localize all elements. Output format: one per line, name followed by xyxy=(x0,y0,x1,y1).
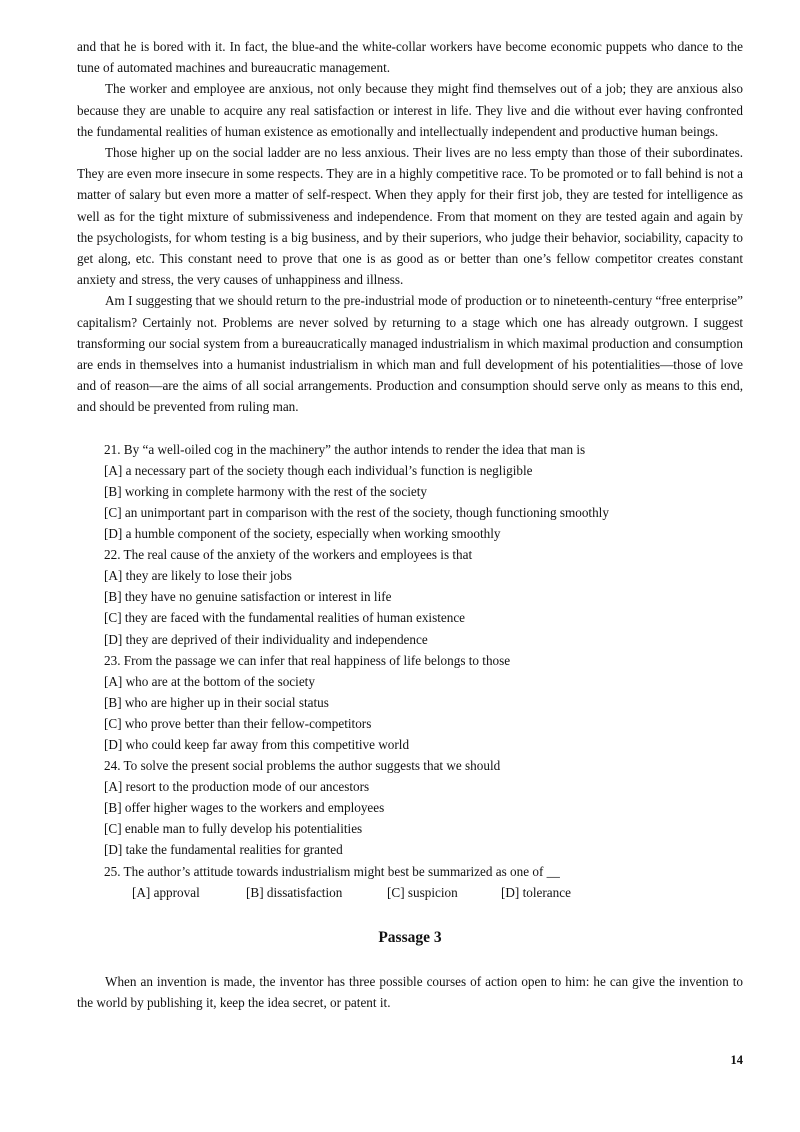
question-21-option-b: [B] working in complete harmony with the rest of the society xyxy=(104,483,428,499)
question-24-option-a: [A] resort to the production mode of our ancestors xyxy=(104,779,370,795)
question-21-option-a: [A] a necessary part of the society though each individual’s function is negligible xyxy=(104,462,533,478)
question-24-stem: 24. To solve the present social problems the author suggests that we should xyxy=(104,758,501,774)
paragraph-social-ladder: Those higher up on the social ladder are no less anxious. Their lives are no less empty than those of their subordinates. They are even more insecure in some respects. They are in a highly competitive race. To be promoted or to fall behind is not a matter of salary but even more a matter of self-respect. When they apply for their first job, they are tested for intelligence as well as for the tight mixture of submissiveness and independence. From that moment on they are tested again and again by the psychologists, for whom testing is a big business, and by their superiors, who judge their behavior, sociability, capacity to get along, etc. This constant need to prove that one is as good as or better than one’s fellow competitor creates constant anxiety and stress, the very causes of unhappiness and illness. xyxy=(77,145,743,288)
paragraph-worker-anxiety: The worker and employee are anxious, not only because they might find themselves out of a job; they are anxious also because they are unable to acquire any real satisfaction or interest in life. They live and die without ever having confronted the fundamental realities of human existence as emotionally and intellectually independent and productive human beings. xyxy=(77,81,743,139)
question-25-option-d: [D] tolerance xyxy=(501,884,571,900)
question-24-option-b: [B] offer higher wages to the workers and employees xyxy=(104,800,385,816)
passage-3-paragraph: When an invention is made, the inventor has three possible courses of action open to him: he can give the invention to the world by publishing it, keep the idea secret, or patent it. xyxy=(77,973,743,1010)
question-24-option-d: [D] take the fundamental realities for granted xyxy=(104,842,343,858)
passage-3-title: Passage 3 xyxy=(378,928,442,946)
paragraph-humanist-industrialism: Am I suggesting that we should return to the pre-industrial mode of production or to nineteenth-century “free enterprise” capitalism? Certainly not. Problems are never solved by returning to a stage which one has already outgrown. I suggest transforming our social system from a bureaucratically managed industrialism in which maximal production and consumption are ends in themselves into a humanist industrialism in which man and full development of his potentialities—those of love and of reason—are the aims of all social arrangements. Production and consumption should serve only as means to this end, and should be prevented from ruling man. xyxy=(77,293,743,415)
question-23-option-a: [A] who are at the bottom of the society xyxy=(104,673,315,689)
question-22-option-a: [A] they are likely to lose their jobs xyxy=(104,568,292,584)
question-22-option-d: [D] they are deprived of their individuality and independence xyxy=(104,631,428,647)
page-number: 14 xyxy=(730,1053,743,1067)
question-25-options xyxy=(77,882,743,903)
question-22-option-b: [B] they have no genuine satisfaction or interest in life xyxy=(104,589,392,605)
question-23-option-c: [C] who prove better than their fellow-competitors xyxy=(104,715,372,731)
question-22-stem: 22. The real cause of the anxiety of the workers and employees is that xyxy=(104,547,473,563)
question-24-option-c: [C] enable man to fully develop his potentialities xyxy=(104,821,363,837)
question-21-option-d: [D] a humble component of the society, especially when working smoothly xyxy=(104,526,501,542)
question-25-option-b: [B] dissatisfaction xyxy=(246,884,343,900)
question-25-option-c: [C] suspicion xyxy=(387,884,458,900)
question-22-option-c: [C] they are faced with the fundamental realities of human existence xyxy=(104,610,466,626)
question-21-option-c: [C] an unimportant part in comparison with the rest of the society, though functioning smoothly xyxy=(104,504,609,520)
question-25-stem: 25. The author’s attitude towards industrialism might best be summarized as one of __ xyxy=(104,863,560,879)
question-list xyxy=(77,439,743,903)
question-21-stem: 21. By “a well-oiled cog in the machinery” the author intends to render the idea that man is xyxy=(104,441,586,457)
question-23-stem: 23. From the passage we can infer that real happiness of life belongs to those xyxy=(104,652,511,668)
page-content xyxy=(77,36,743,1013)
question-25-option-a: [A] approval xyxy=(132,884,200,900)
question-23-option-b: [B] who are higher up in their social status xyxy=(104,694,329,710)
paragraph-continuation: and that he is bored with it. In fact, the blue-and the white-collar workers have become economic puppets who dance to the tune of automated machines and bureaucratic management. xyxy=(77,39,743,76)
question-23-option-d: [D] who could keep far away from this competitive world xyxy=(104,736,410,752)
